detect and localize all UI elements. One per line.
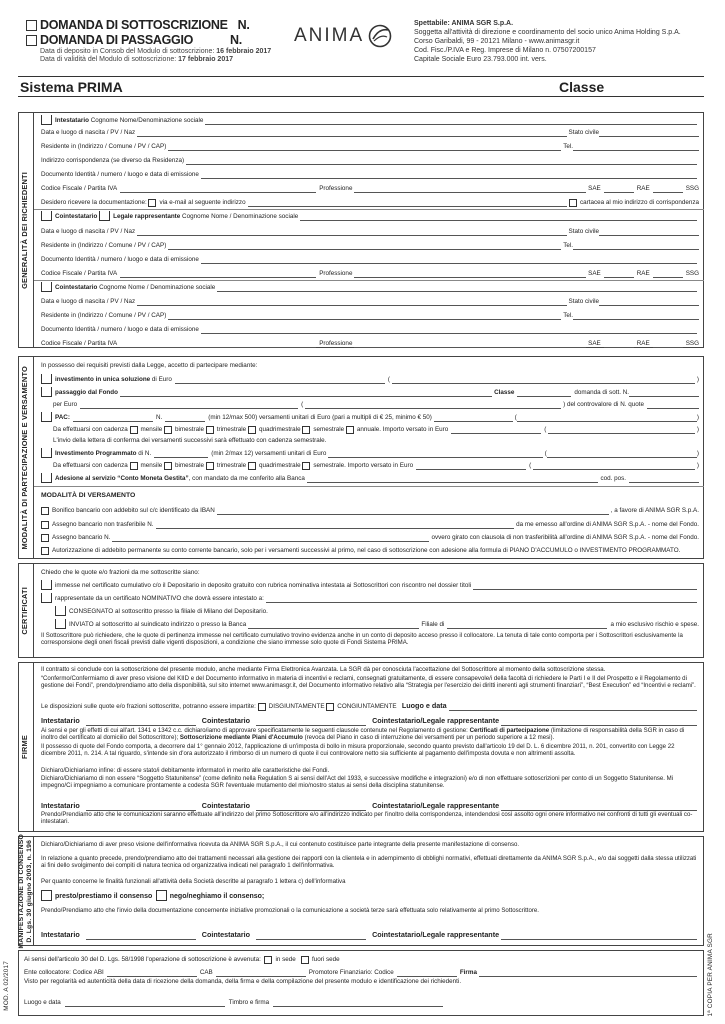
sidebar-richiedenti: GENERALITÀ DEI RICHIEDENTI [18,112,34,348]
professione-field[interactable] [354,186,586,193]
sae3-field[interactable] [604,341,634,348]
intestatario-field[interactable] [205,118,697,125]
mensile2-checkbox[interactable] [130,462,138,470]
nascita3-field[interactable] [137,299,566,306]
pac-euro-field[interactable] [434,415,513,422]
codice-fiscale3-field[interactable] [120,341,316,348]
nascita-field[interactable] [137,130,566,137]
inv-prog-importo-field[interactable] [416,463,526,470]
cert-inviato-row: INVIATO al sottoscritto al suindicato indirizzo o presso la Banca Filiale di a mio esclusivo rischio e spese. [41,619,699,629]
documento-field[interactable] [201,172,697,179]
disposizioni-row: Le disposizioni sulle quote e/o frazioni sottoscritte, potranno essere impartite: DISGIUNTAMENTE CONGIUNTAMENTE Luogo e data [41,699,699,711]
transfer-n: N. [230,33,242,47]
inv-prog-words[interactable] [547,451,697,458]
anima-logo [294,24,393,48]
pac-words-field[interactable] [517,415,697,422]
firme-p6: Dichiaro/Dichiariamo di non essere “Soggetto Statunitense” (come definito nella Regulation S ai sensi dell'Act del 1933, e successive modifiche e integrazioni) e/o di non effettuare sottoscrizioni per conto di un Soggetto Statunitense. Mi impegno/Ci impegniamo a comunicare prontamente a codesta SGR l'eventuale mutamento del mio/nostro status ai sensi della disciplina statunitense. [41,775,674,790]
email-field[interactable] [248,200,567,207]
versamento-title: MODALITÀ DI VERSAMENTO [41,491,136,499]
corrispondenza-field[interactable] [186,158,697,165]
logo-mark-icon [367,24,393,48]
cod-pos-field[interactable] [629,476,699,483]
consenso-p2: In relazione a quanto precede, prendo/prendiamo atto dei trattamenti necessari alla gestione dei rapporti con la clientela e in adempimento di obblighi normativi, effettuati direttamente da ANIMA SGR S.p.A., e/o dai soggetti dalla stessa utilizzati ai fini dello svolgimento dei compiti di natura tecnica od organizzativa indicati nel paragrafo 1 dell'informativa. [41,855,697,870]
banca-field[interactable] [248,622,419,629]
firma-intestatario-2[interactable] [86,804,196,811]
passaggio-checkbox[interactable] [41,387,52,397]
deposit-line: Data di deposito in Consob del Modulo di sottoscrizione: 16 febbraio 2017 [40,48,272,55]
company-info [414,19,714,64]
lettera-row: L'invio della lettera di conferma dei versamenti successivi sarà effettuato con cadenza semestrale. [53,437,327,445]
firme-p5: Dichiaro/Dichiariamo infine: di essere stato/i debitamente informato/i in merito alle caratteristiche dei Fondi. [41,767,330,774]
in-sede-checkbox[interactable] [264,956,272,964]
nascita2-row: Data e luogo di nascita / PV / Naz Stato civile [41,226,699,236]
firma-intestatario-1[interactable] [86,719,196,726]
firme-sign-row-1: Intestatario Cointestatario Cointestatario/Legale rappresentante [41,714,699,726]
investimento-row: investimento in unica soluzione di Euro ( ) [41,374,699,384]
adesione-row: Adesione al servizio “Conto Moneta Gestita” , con mandato da me conferito alla Banca cod. pos. [41,473,699,483]
stato-civile2-field[interactable] [599,229,699,236]
investimento-words-field[interactable] [392,377,695,384]
bimestrale2-checkbox[interactable] [164,462,172,470]
sidebar-certificati: CERTIFICATI [18,563,34,658]
sidebar-modalita: MODALITÀ DI PARTECIPAZIONE E VERSAMENTO [18,356,34,559]
legale-checkbox[interactable] [99,211,110,221]
pac-importo-words[interactable] [548,427,695,434]
validity-line: Data di validità del Modulo di sottoscrizione: 17 febbraio 2017 [40,56,234,64]
inv-prog-row: Investimento Programmato di N. (min 2/max 12) versamenti unitari di Euro ( ) [41,448,699,458]
intestatario-row: Intestatario Cognome Nome/Denominazione sociale [41,115,699,125]
intestato-field[interactable] [266,596,697,603]
residenza2-row: Residente in (Indirizzo / Comune / PV / CAP) Tel. [41,240,699,250]
semestrale2-checkbox[interactable] [302,462,310,470]
luogo-data-field[interactable] [449,704,697,711]
investimento-checkbox[interactable] [41,374,52,384]
cert-nota: Il Sottoscrittore può richiedere, che le quote di pertinenza immesse nel certificato cumulativo trovino evidenza anche in un conto di deposito acceso presso il collocatore. La tenuta di tale conto comporta per i Sottoscrittori esclusivamente la corresponsione degli oneri fiscali previsti dalle vigenti disposizioni, a condizione che siano immesse solo quote di Fondi Sistema PRIMA. [41,632,683,647]
quadrimestrale-checkbox[interactable] [248,426,256,434]
transfer-checkbox[interactable] [26,35,37,46]
assegno-nt-field[interactable] [156,522,515,529]
firme-sign-row-2: Intestatario Cointestatario Cointestatario/Legale rappresentante [41,799,699,811]
intestatario-checkbox[interactable] [41,115,52,125]
residenza3-field[interactable] [168,313,561,320]
sistema-bar [18,76,704,97]
mensile-checkbox[interactable] [130,426,138,434]
footer-luogo-field[interactable] [65,1000,225,1007]
tel-field[interactable] [573,144,699,151]
quadrimestrale2-checkbox[interactable] [248,462,256,470]
fuori-sede-checkbox[interactable] [301,956,309,964]
firma-intestatario-3[interactable] [86,933,196,940]
cert-rappresentate-row: rappresentate da un certificato NOMINATIVO che dovrà essere intestato a: [41,593,699,603]
firma-cointestatario-3[interactable] [256,933,366,940]
nego-checkbox[interactable] [156,890,167,901]
firme-p2: “Confermo/Confermiamo di aver preso visione del KIID e del Documento informativo in materia di incentivi e reclami, consegnati gratuitamente, di essere consapevole/i della facoltà di richiedere le Parti I e II del Prospetto e il Regolamento di gestione dei Fondi”, prendo/prendiamo atto della disponibilità, sul sito internet www.animasgr.it, del Documento informativo relativo alla “Strategia per l'esercizio dei diritti inerenti agli strumenti finanziari”, “Best Execution” ed “Incentivi e reclami”. [41,675,696,690]
ente-row: Ente collocatore: Codice ABI CAB Promotore Finanziario: Codice Firma [24,967,699,977]
domanda-sott-field[interactable] [629,390,699,397]
sidebar-consenso: MANIFESTAZIONE DI CONSENSO D. Lgs. 30 giugno 2003, n. 196 [17,833,33,949]
passaggio-fondo-field[interactable] [120,390,492,397]
assegno-nt-checkbox[interactable] [41,521,49,529]
timbro-row: Luogo e data Timbro e firma [24,997,699,1007]
autorizzazione-row: Autorizzazione di addebito permanente su conto corrente bancario, solo per i versamenti successivi al primo, nel caso di sottoscrizione con adesione alla formula di PIANO D'ACCUMULO o INVESTIMENTO PROGRAMMATO. [41,545,699,555]
consenso-choice-row: presto/prestiamo il consenso nego/neghiamo il consenso; [41,889,699,901]
consenso-p3: Per quanto concerne le finalità funzionali all'attività della Società descritte al paragrafo 1 lettera c) dell'informativa [41,878,346,885]
pac-n-field[interactable] [165,415,205,422]
filiale-field[interactable] [447,622,607,629]
corrispondenza-row: Indirizzo corrispondenza (se diverso da Residenza) [41,155,699,165]
desidero-row: Desidero ricevere la documentazione: via e-mail al seguente indirizzo cartacea al mio indirizzo di corrispondenza [41,199,699,207]
classe-label: Classe [559,79,605,95]
company-line: Capitale Sociale Euro 23.793.000 int. vers. [414,56,547,63]
per-euro-row: per Euro ( ) del controvalore di N. quote [41,399,699,409]
passaggio-classe-field[interactable] [517,390,571,397]
cert-immesse-row: immesse nel certificato cumulativo c/o il Depositario in deposito gratuito con rubrica nominativa intestata ai Sottoscrittori con riscontro nel dossier titoli [41,580,699,590]
adesione-banca-field[interactable] [307,476,599,483]
investimento-euro-field[interactable] [175,377,385,384]
rae2-field[interactable] [653,271,683,278]
cartacea-checkbox[interactable] [569,199,577,207]
firma-cointestatario-2[interactable] [256,804,366,811]
inv-prog-n-field[interactable] [154,451,208,458]
modalita-intro: In possesso dei requisiti previsti dalla Legge, accetto di partecipare mediante: [41,362,258,370]
dossier-field[interactable] [473,583,697,590]
pac-cadenza-row: Da effettuarsi con cadenza mensile bimestrale trimestrale quadrimestrale semestrale annuale. Importo versato in Euro ( ) [53,426,699,434]
presto-checkbox[interactable] [41,890,52,901]
firme-p3: Ai sensi e per gli effetti di cui all'art. 1341 e 1342 c.c. dichiaro/iamo di approvare specificatamente le seguenti clausole contenute nel Regolamento di gestione: Certificati di partecipazione (limitazione di responsabilità della SGR in caso di inoltro del certificato al domicilio del Sottoscrittore); Sottoscrizione mediante Piani d'Accumulo (revoca del Piano in caso di interruzione dei versamenti per un periodo superiore a 12 mesi). [41,727,685,742]
inv-prog-checkbox[interactable] [41,448,52,458]
bonifico-row: Bonifico bancario con addebito sul c/c identificato da IBAN , a favore di ANIMA SGR S.p.A. [41,505,699,515]
pac-importo-field[interactable] [451,427,541,434]
bimestrale-checkbox[interactable] [164,426,172,434]
cert-intro: Chiedo che le quote e/o frazioni da me sottoscritte siano: [41,569,200,577]
consenso-p1: Dichiaro/Dichiariamo di aver preso visione dell'informativa ricevuta da ANIMA SGR S.p.A., il cui contenuto costituisce parte integrante della presente manifestazione di consenso. [41,841,520,848]
firme-p4: Il possesso di quote del Fondo comporta, a decorrere dal 1° gennaio 2012, l'applicazione di un'imposta di bollo in misura proporzionale, secondo quanto previsto dall'articolo 19 del D. L. 6 dicembre 2011, n. 201, convertito con Legge 22 dicembre 2011, n. 214. A tal riguardo, s'intende sin d'ora autorizzato il rimborso di un numero di quote il cui controvalore netto sia sufficiente al pagamento dell'imposta dovuta e non altrimenti assolta. [41,743,675,758]
nascita3-row: Data e luogo di nascita / PV / Naz Stato civile [41,296,699,306]
residenza-row: Residente in (Indirizzo / Comune / PV / CAP) Tel. [41,141,699,151]
iban-field[interactable] [217,508,609,515]
sidebar-firme: FIRME [18,662,34,832]
inv-prog-euro-field[interactable] [328,451,542,458]
company-line: Cod. Fisc./P.IVA e Reg. Imprese di Milano n. 07507200157 [414,47,596,54]
rae-field[interactable] [653,186,683,193]
codice-fiscale-field[interactable] [120,186,316,193]
bonifico-checkbox[interactable] [41,507,49,515]
firma-legale-2[interactable] [501,804,697,811]
visto-row: Visto per regolarità ed autenticità della data di ricezione della domanda, della firma e della compilazione del presente modulo e identificazione dei richiedenti. [24,978,462,986]
nascita-row: Data e luogo di nascita / PV / Naz Stato civile [41,127,699,137]
timbro-field[interactable] [273,1000,443,1007]
subscription-checkbox[interactable] [26,20,37,31]
immesse-checkbox[interactable] [41,580,52,590]
residenza2-field[interactable] [168,243,561,250]
firme-p7: Prendo/Prendiamo atto che le comunicazioni saranno effettuate all'indirizzo del primo Sottoscrittore e/o all'indirizzo indicato per l'inoltro della corrispondenza, intendendosi così assolto ogni onere informativo nei confronti di tutti gli eventuali co-intestatari. [41,811,693,826]
codice-fiscale-row: Codice Fiscale / Partita IVA Professione SAE RAE SSG [41,185,699,193]
trimestrale2-checkbox[interactable] [206,462,214,470]
codice-fiscale3-row: Codice Fiscale / Partita IVA Professione SAE RAE SSG [41,340,699,348]
assegno-row: Assegno bancario N. ovvero girato con clausola di non trasferibilità all'ordine di ANIMA SGR S.p.A. - nome del Fondo. [41,532,699,542]
nascita2-field[interactable] [137,229,566,236]
assegno-field[interactable] [112,535,429,542]
per-euro-words-field[interactable] [305,402,561,409]
subscription-row [26,18,326,33]
transfer-title: DOMANDA DI PASSAGGIO [40,33,194,47]
rappresentate-checkbox[interactable] [41,593,52,603]
quote-field[interactable] [647,402,699,409]
semestrale-checkbox[interactable] [302,426,310,434]
congiuntamente-checkbox[interactable] [326,703,334,711]
professione3-field[interactable] [354,341,586,348]
company-line: Corso Garibaldi, 99 - 20121 Milano - www.animasgr.it [414,38,580,45]
company-line: Soggetta all'attività di direzione e coordinamento del socio unico Anima Holding S.p.A. [414,29,681,36]
transfer-row [26,33,326,48]
firma-legale-3[interactable] [501,933,697,940]
sistema-label: Sistema PRIMA [20,79,123,95]
tel3-field[interactable] [573,313,699,320]
codice-fiscale2-field[interactable] [120,271,316,278]
email-checkbox[interactable] [148,199,156,207]
consenso-p4: Prendo/Prendiamo atto che l'invio della documentazione concernente iniziative promozionali o la comunicazione a società terze sarà effettuata solo relativamente al primo Sottoscrittore. [41,907,539,914]
documento3-field[interactable] [201,327,697,334]
art30-row: Ai sensi dell'articolo 30 del D. Lgs. 58/1998 l'operazione di sottoscrizione è avvenuta: in sede fuori sede [24,956,340,964]
company-line: Spettabile: ANIMA SGR S.p.A. [414,20,514,27]
assegno-nt-row: Assegno bancario non trasferibile N. da me emesso all'ordine di ANIMA SGR S.p.A. - nome del Fondo. [41,519,699,529]
documento3-row: Documento Identità / numero / luogo e data di emissione [41,324,699,334]
subscription-n: N. [237,18,250,32]
residenza-field[interactable] [168,144,561,151]
annuale-checkbox[interactable] [346,426,354,434]
trimestrale-checkbox[interactable] [206,426,214,434]
cointestatario-field[interactable] [300,214,697,221]
firme-p1: Il contratto si conclude con la sottoscrizione del presente modulo, anche mediante Firma Elettronica Avanzata. La SGR dà per conosciuta l'accettazione del Sottoscrittore al momento della sottoscrizione stessa. [41,666,606,673]
per-euro-field[interactable] [80,402,298,409]
tel2-field[interactable] [573,243,699,250]
firma-legale-1[interactable] [501,719,697,726]
sae-field[interactable] [604,186,634,193]
disgiuntamente-checkbox[interactable] [258,703,266,711]
codice-fiscale2-row: Codice Fiscale / Partita IVA Professione SAE RAE SSG [41,270,699,278]
inv-prog-cadenza-row: Da effettuarsi con cadenza mensile bimestrale trimestrale quadrimestrale semestrale. Importo versato in Euro ( ) [53,462,699,470]
firma-cointestatario-1[interactable] [256,719,366,726]
inviato-checkbox[interactable] [55,619,66,629]
sae2-field[interactable] [604,271,634,278]
inv-prog-importo-words[interactable] [533,463,695,470]
documento2-row: Documento Identità / numero / luogo e data di emissione [41,254,699,264]
pac-field[interactable] [73,415,153,422]
pac-checkbox[interactable] [41,412,52,422]
cointestatario3-checkbox[interactable] [41,282,52,292]
consegnato-checkbox[interactable] [55,606,66,616]
autorizzazione-checkbox[interactable] [41,547,49,555]
mod-label: MOD. A 02/2017 [3,961,10,1011]
adesione-checkbox[interactable] [41,473,52,483]
cert-consegnato-row: CONSEGNATO al sottoscritto presso la filiale di Milano del Depositario. [41,606,699,616]
header-block [26,18,326,65]
pac-row: PAC: N. (min 12/max 500) versamenti unitari di Euro (pari a multipli di € 25, minimo € 50) ( ) [41,412,699,422]
consenso-sign-row: Intestatario Cointestatario Cointestatario/Legale rappresentante [41,928,699,940]
documento2-field[interactable] [201,257,697,264]
logo-text: ANIMA [294,24,365,46]
passaggio-row: passaggio dal Fondo Classe domanda di sott. N. [41,387,699,397]
cointestatario3-row: Cointestatario Cognome Nome / Denominazione sociale [41,282,699,292]
cointestatario-checkbox[interactable] [41,211,52,221]
cointestatario3-field[interactable] [217,285,697,292]
subscription-title: DOMANDA DI SOTTOSCRIZIONE [40,18,228,32]
cointestatario-row: Cointestatario Legale rappresentante Cognome Nome / Denominazione sociale [41,211,699,221]
residenza3-row: Residente in (Indirizzo / Comune / PV / CAP) Tel. [41,310,699,320]
professione2-field[interactable] [354,271,586,278]
rae3-field[interactable] [653,341,683,348]
stato-civile3-field[interactable] [599,299,699,306]
copy-label: 1ª COPIA PER ANIMA SGR [707,933,714,1017]
assegno-checkbox[interactable] [41,534,49,542]
stato-civile-field[interactable] [599,130,699,137]
documento-row: Documento Identità / numero / luogo e data di emissione [41,169,699,179]
